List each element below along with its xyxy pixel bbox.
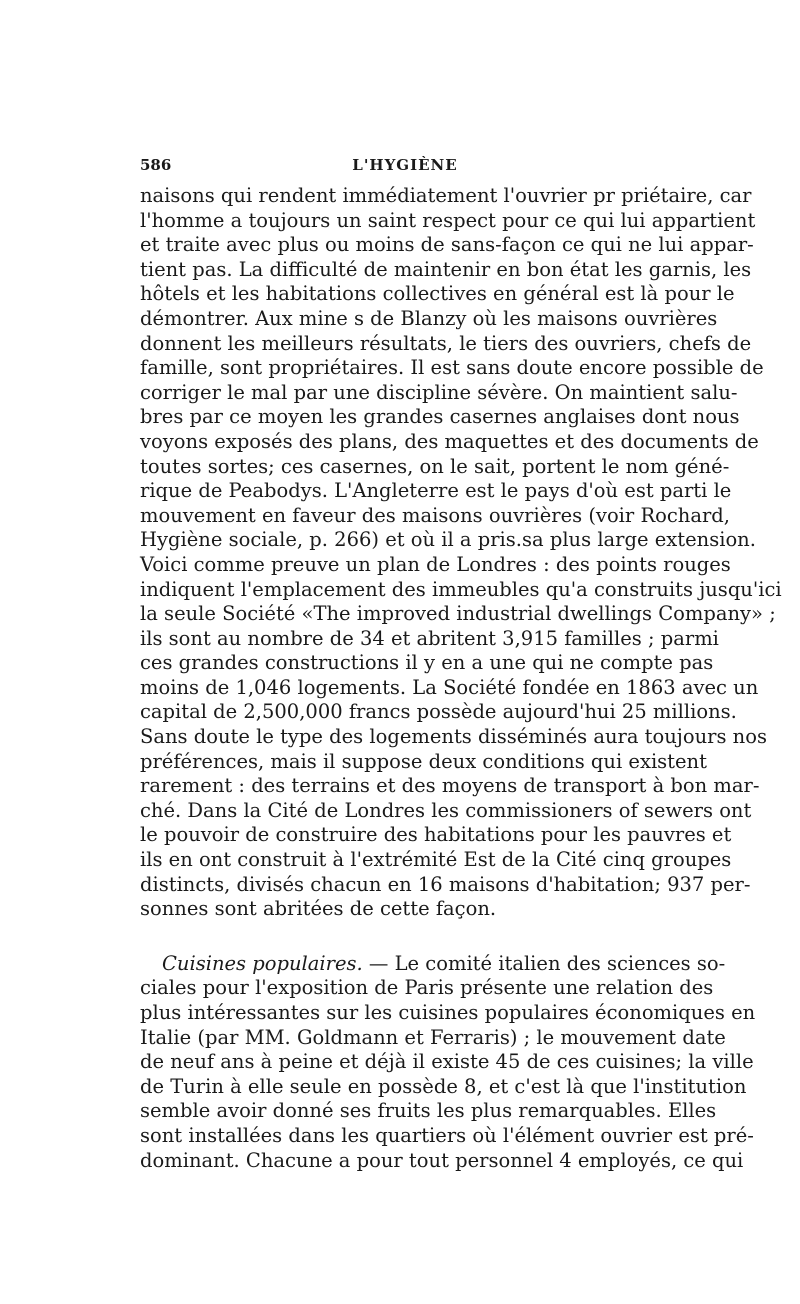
text-line: corriger le mal par une discipline sévère. On maintient salu-: [140, 380, 738, 404]
text-line: préférences, mais il suppose deux conditions qui existent: [140, 749, 707, 773]
text-line: donnent les meilleurs résultats, le tiers des ouvriers, chefs de: [140, 331, 752, 355]
text-line: capital de 2,500,000 francs possède aujourd'hui 25 millions.: [140, 700, 737, 724]
text-line: de Turin à elle seule en possède 8, et c'est là que l'institution: [140, 1074, 747, 1098]
text-line: l'homme a toujours un saint respect pour ce qui lui appartient: [140, 208, 756, 232]
text-line: ché. Dans la Cité de Londres les commissioners of sewers ont: [140, 798, 752, 822]
text-line: Sans doute le type des logements disséminés aura toujours nos: [140, 725, 767, 749]
text-line: distincts, divisés chacun en 16 maisons d'habitation; 937 per-: [140, 872, 751, 896]
text-line: voyons exposés des plans, des maquettes et des documents de: [140, 429, 759, 453]
section-lead-rest: — Le comité italien des sciences so-: [362, 951, 726, 975]
text-line: moins de 1,046 logements. La Société fondée en 1863 avec un: [140, 675, 759, 699]
text-line: Voici comme preuve un plan de Londres : des points rouges: [140, 552, 731, 576]
text-line: hôtels et les habitations collectives en général est là pour le: [140, 282, 735, 306]
text-line: démontrer. Aux mine s de Blanzy où les maisons ouvrières: [140, 306, 718, 330]
text-line: Italie (par MM. Goldmann et Ferraris) ; le mouvement date: [140, 1025, 726, 1049]
text-line: mouvement en faveur des maisons ouvrières (voir Rochard,: [140, 503, 730, 527]
page-number: 586: [140, 156, 172, 174]
section-gap: [140, 922, 670, 952]
text-line: toutes sortes; ces casernes, on le sait, portent le nom géné-: [140, 454, 730, 478]
text-line: la seule Société «The improved industrial dwellings Company» ;: [140, 602, 776, 626]
text-line: famille, sont propriétaires. Il est sans doute encore possible de: [140, 356, 764, 380]
text-line: ils en ont construit à l'extrémité Est de la Cité cinq groupes: [140, 848, 732, 872]
text-line: tient pas. La difficulté de maintenir en bon état les garnis, les: [140, 257, 752, 281]
text-line: [140, 951, 726, 977]
text-line: Hygiène sociale, p. 266) et où il a pris.sa plus large extension.: [140, 528, 756, 552]
text-line: ciales pour l'exposition de Paris présente une relation des: [140, 976, 714, 1000]
text-line: et traite avec plus ou moins de sans-façon ce qui ne lui appar-: [140, 233, 754, 257]
text-line: naisons qui rendent immédiatement l'ouvrier pr priétaire, car: [140, 184, 752, 207]
text-line: dominant. Chacune a pour tout personnel 4 employés, ce qui: [140, 1148, 744, 1172]
paragraph-cuisines-populaires: [140, 951, 756, 1173]
text-line: rarement : des terrains et des moyens de transport à bon mar-: [140, 774, 760, 798]
running-title: L'HYGIÈNE: [352, 156, 458, 174]
text-line: ces grandes constructions il y en a une qui ne compte pas: [140, 651, 714, 675]
text-line: ils sont au nombre de 34 et abritent 3,915 familles ; parmi: [140, 626, 719, 650]
text-line: sonnes sont abritées de cette façon.: [140, 897, 497, 921]
text-line: rique de Peabodys. L'Angleterre est le pays d'où est parti le: [140, 479, 732, 503]
text-line: semble avoir donné ses fruits les plus remarquables. Elles: [140, 1099, 717, 1123]
text-line: sont installées dans les quartiers où l'élément ouvrier est pré-: [140, 1123, 754, 1147]
text-line: de neuf ans à peine et déjà il existe 45 de ces cuisines; la ville: [140, 1050, 754, 1074]
page: [140, 152, 782, 1173]
text-line: plus intéressantes sur les cuisines populaires économiques en: [140, 1001, 756, 1024]
running-head: [140, 152, 670, 180]
text-line: indiquent l'emplacement des immeubles qu'a construits jusqu'ici: [140, 577, 782, 601]
paragraph-peabodys: [140, 184, 782, 922]
text-line: bres par ce moyen les grandes casernes anglaises dont nous: [140, 405, 740, 429]
text-line: le pouvoir de construire des habitations pour les pauvres et: [140, 823, 732, 847]
section-lead: Cuisines populaires.: [162, 951, 363, 975]
